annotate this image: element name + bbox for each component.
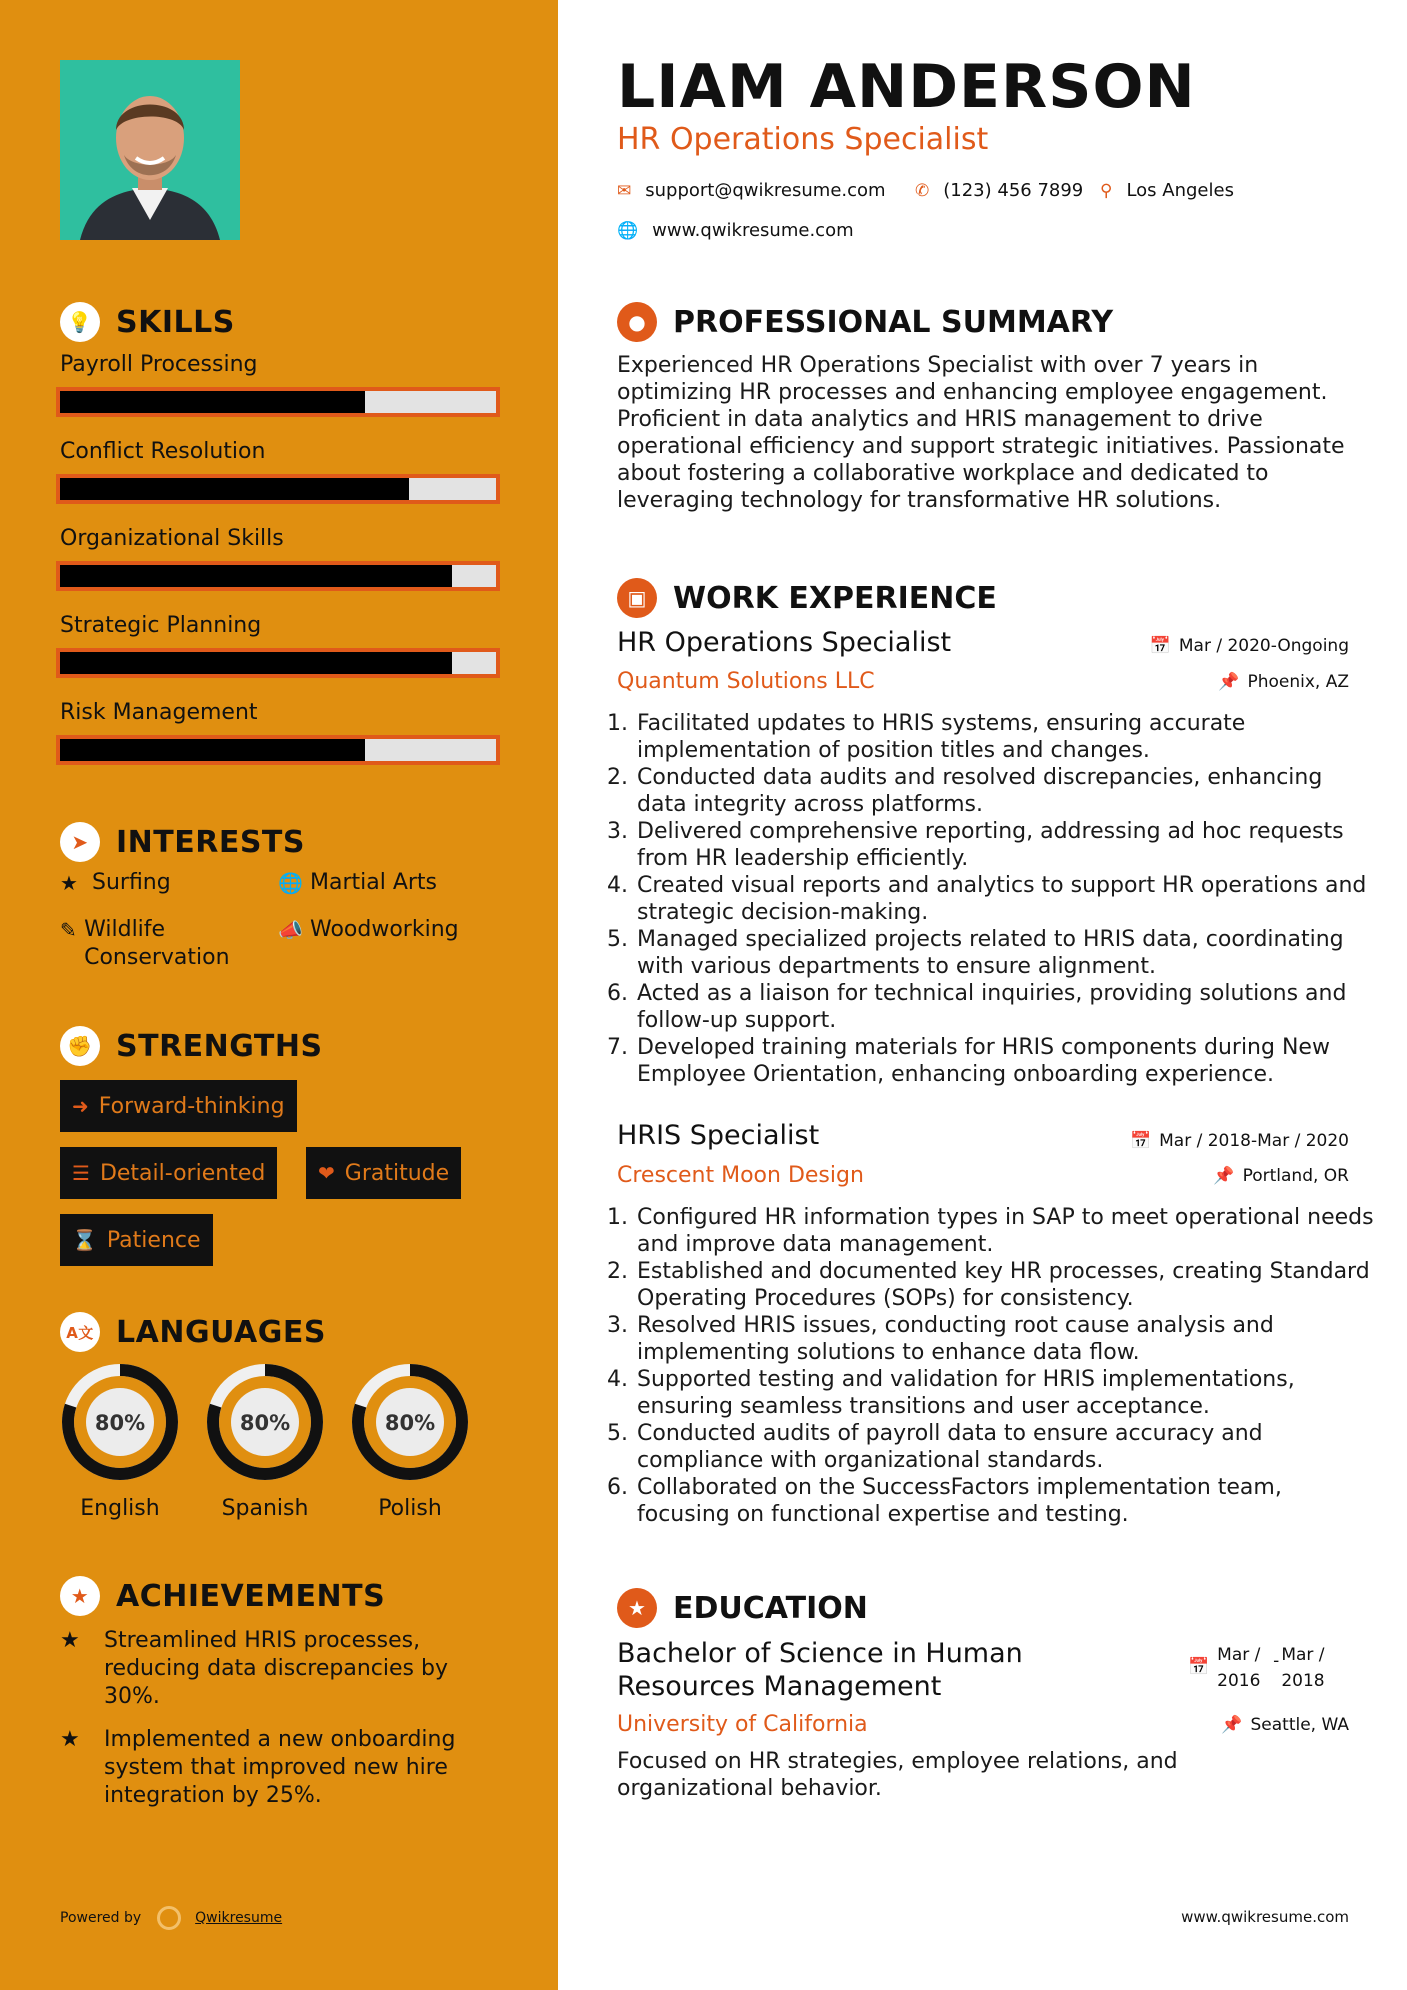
duty-item: 1. Configured HR information types in SAP to meet operational needs and improve data management.: [635, 1204, 1375, 1258]
languages-heading: LANGUAGES: [116, 1314, 326, 1350]
achievement-item: ★ Streamlined HRIS processes, reducing data discrepancies by 30%.: [60, 1628, 448, 1709]
skill-bar: [56, 387, 500, 417]
phone-icon: ✆: [915, 180, 930, 201]
language-ring: [350, 1362, 470, 1486]
language-label: Polish: [378, 1496, 442, 1521]
summary-text: Experienced HR Operations Specialist with over 7 years in optimizing HR processes and enhancing employee engagement. Proficient in data analytics and HRIS management to drive operational efficiency and support strategic initiatives. Passionate about fostering a collaborative workplace and dedicated to leveraging technology for transformative HR solutions.: [617, 353, 1345, 513]
strength-tag: ☰ Detail-oriented: [60, 1147, 277, 1199]
map-pin-icon: ⚲: [1100, 180, 1113, 201]
strengths-section-title: [60, 1026, 323, 1066]
globe-icon: 🌐: [617, 220, 639, 241]
pushpin-icon: 📌: [1213, 1166, 1235, 1186]
interests-heading: INTERESTS: [116, 824, 305, 860]
skill-bar-fill: [60, 391, 365, 413]
duty-item: 3. Resolved HRIS issues, conducting root cause analysis and implementing solutions to enhance data flow.: [635, 1312, 1375, 1366]
arrow-right-icon: ➜: [72, 1094, 89, 1118]
duty-item: 2. Conducted data audits and resolved discrepancies, enhancing data integrity across platforms.: [635, 764, 1375, 818]
paper-plane-icon: ➤: [60, 822, 100, 862]
pushpin-icon: 📌: [1218, 672, 1240, 692]
award-star-icon: ★: [60, 1576, 100, 1616]
calendar-icon: 📅: [1149, 636, 1171, 656]
job-location: 📌 Portland, OR: [1213, 1166, 1349, 1186]
skill-label: Strategic Planning: [60, 613, 262, 638]
strength-tag: ⌛ Patience: [60, 1214, 213, 1266]
interest-item: 📣 Woodworking: [278, 917, 459, 942]
email-link[interactable]: support@qwikresume.com: [645, 180, 886, 201]
hourglass-icon: ⌛: [72, 1228, 97, 1252]
achievement-item: ★ Implemented a new onboarding system that improved new hire integration by 25%.: [60, 1727, 456, 1808]
megaphone-icon: 📣: [278, 918, 303, 942]
strength-tag: ❤ Gratitude: [306, 1147, 461, 1199]
job-title: HRIS Specialist: [617, 1120, 820, 1151]
skill-bar-fill: [60, 739, 365, 761]
star-icon: ★: [60, 1628, 80, 1653]
duty-item: 3. Delivered comprehensive reporting, addressing ad hoc requests from HR leadership efficiently.: [635, 818, 1375, 872]
skill-label: Risk Management: [60, 700, 258, 725]
language-percent: 80%: [384, 1411, 436, 1435]
degree-title: Bachelor of Science in Human Resources Management: [617, 1638, 1023, 1702]
pushpin-icon: 📌: [1221, 1715, 1243, 1735]
star-icon: ★: [60, 1727, 80, 1752]
qwikresume-link[interactable]: Qwikresume: [195, 1910, 283, 1926]
calendar-icon: 📅: [1129, 1131, 1152, 1151]
powered-by: Powered by Qwikresume: [60, 1906, 282, 1930]
language-icon: A文: [60, 1312, 100, 1352]
school-name: University of California: [617, 1712, 868, 1737]
language-percent: 80%: [94, 1411, 146, 1435]
skill-bar-fill: [60, 652, 452, 674]
education-description: Focused on HR strategies, employee relations, and organizational behavior.: [617, 1749, 1178, 1801]
skill-bar: [56, 735, 500, 765]
star-icon: ★: [60, 871, 78, 895]
contact-location: ⚲ Los Angeles: [1100, 180, 1234, 201]
envelope-icon: ✉: [617, 180, 632, 201]
contact-email: [617, 180, 886, 201]
skill-bar: [56, 474, 500, 504]
contact-website: [617, 220, 854, 241]
job-title: HR Operations Specialist: [617, 627, 952, 658]
achievements-section-title: [60, 1576, 385, 1616]
job-dates: 📅 Mar / 2020-Ongoing: [1149, 636, 1349, 656]
job-duties-list: [617, 1204, 1375, 1528]
sidebar: [0, 0, 558, 1990]
strengths-heading: STRENGTHS: [116, 1028, 323, 1064]
globe-icon: 🌐: [278, 871, 303, 895]
contact-phone: ✆ (123) 456 7899: [915, 180, 1084, 201]
website-link[interactable]: www.qwikresume.com: [652, 220, 854, 241]
interest-item: ✎ Wildlife Conservation: [60, 917, 230, 970]
user-icon: ●: [617, 302, 657, 342]
graduation-icon: ★: [617, 1588, 657, 1628]
duty-item: 4. Created visual reports and analytics to support HR operations and strategic decision-making.: [635, 872, 1375, 926]
education-location: 📌 Seattle, WA: [1221, 1715, 1349, 1735]
skills-section-title: [60, 302, 235, 342]
list-icon: ☰: [72, 1161, 90, 1185]
duty-item: 2. Established and documented key HR processes, creating Standard Operating Procedures (SOPs) for consistency.: [635, 1258, 1375, 1312]
paint-roller-icon: ✎: [60, 918, 77, 942]
skill-bar: [56, 648, 500, 678]
education-section-title: ★ EDUCATION: [617, 1588, 868, 1628]
calendar-icon: 📅: [1188, 1657, 1210, 1677]
summary-section-title: ● PROFESSIONAL SUMMARY: [617, 302, 1113, 342]
experience-section-title: ▣ WORK EXPERIENCE: [617, 578, 997, 618]
fist-icon: ✊: [60, 1026, 100, 1066]
candidate-role: HR Operations Specialist: [617, 122, 989, 157]
duty-item: 6. Acted as a liaison for technical inquiries, providing solutions and follow-up support.: [635, 980, 1375, 1034]
duty-item: 1. Facilitated updates to HRIS systems, ensuring accurate implementation of position titles and changes.: [635, 710, 1375, 764]
skill-bar: [56, 561, 500, 591]
skill-bar-fill: [60, 478, 409, 500]
qwikresume-logo-icon: [157, 1906, 181, 1930]
candidate-name: LIAM ANDERSON: [617, 52, 1196, 122]
duty-item: 5. Conducted audits of payroll data to ensure accuracy and compliance with organizational standards.: [635, 1420, 1375, 1474]
achievements-heading: ACHIEVEMENTS: [116, 1578, 386, 1614]
lightbulb-icon: 💡: [60, 302, 100, 342]
duty-item: 4. Supported testing and validation for HRIS implementations, ensuring seamless transitions and user acceptance.: [635, 1366, 1375, 1420]
job-location: 📌 Phoenix, AZ: [1218, 672, 1349, 692]
company-name: Crescent Moon Design: [617, 1163, 864, 1188]
skill-label: Organizational Skills: [60, 526, 284, 551]
skill-label: Conflict Resolution: [60, 439, 266, 464]
languages-section-title: [60, 1312, 326, 1352]
duty-item: 6. Collaborated on the SuccessFactors implementation team, focusing on functional expertise and testing.: [635, 1474, 1375, 1528]
skill-bar-fill: [60, 565, 452, 587]
language-ring: [205, 1362, 325, 1486]
company-name: Quantum Solutions LLC: [617, 669, 875, 694]
strength-tag: ➜ Forward-thinking: [60, 1080, 297, 1132]
duty-item: 5. Managed specialized projects related to HRIS data, coordinating with various departments to ensure alignment.: [635, 926, 1375, 980]
language-ring: [60, 1362, 180, 1486]
interest-item: ★ Surfing: [60, 870, 171, 895]
job-duties-list: [617, 710, 1375, 1088]
language-label: English: [80, 1496, 160, 1521]
interests-section-title: [60, 822, 305, 862]
education-dates: 📅 Mar / 2016 - Mar / 2018: [1188, 1642, 1335, 1694]
interest-item: 🌐 Martial Arts: [278, 870, 438, 895]
skill-label: Payroll Processing: [60, 352, 258, 377]
language-percent: 80%: [239, 1411, 291, 1435]
profile-photo: [60, 60, 240, 240]
job-dates: 📅 Mar / 2018-Mar / 2020: [1129, 1131, 1349, 1151]
heart-icon: ❤: [318, 1161, 335, 1185]
skills-heading: SKILLS: [116, 304, 235, 340]
footer-url[interactable]: www.qwikresume.com: [1181, 1908, 1349, 1926]
language-label: Spanish: [221, 1496, 309, 1521]
briefcase-icon: ▣: [617, 578, 657, 618]
duty-item: 7. Developed training materials for HRIS components during New Employee Orientation, enhancing onboarding experience.: [635, 1034, 1375, 1088]
